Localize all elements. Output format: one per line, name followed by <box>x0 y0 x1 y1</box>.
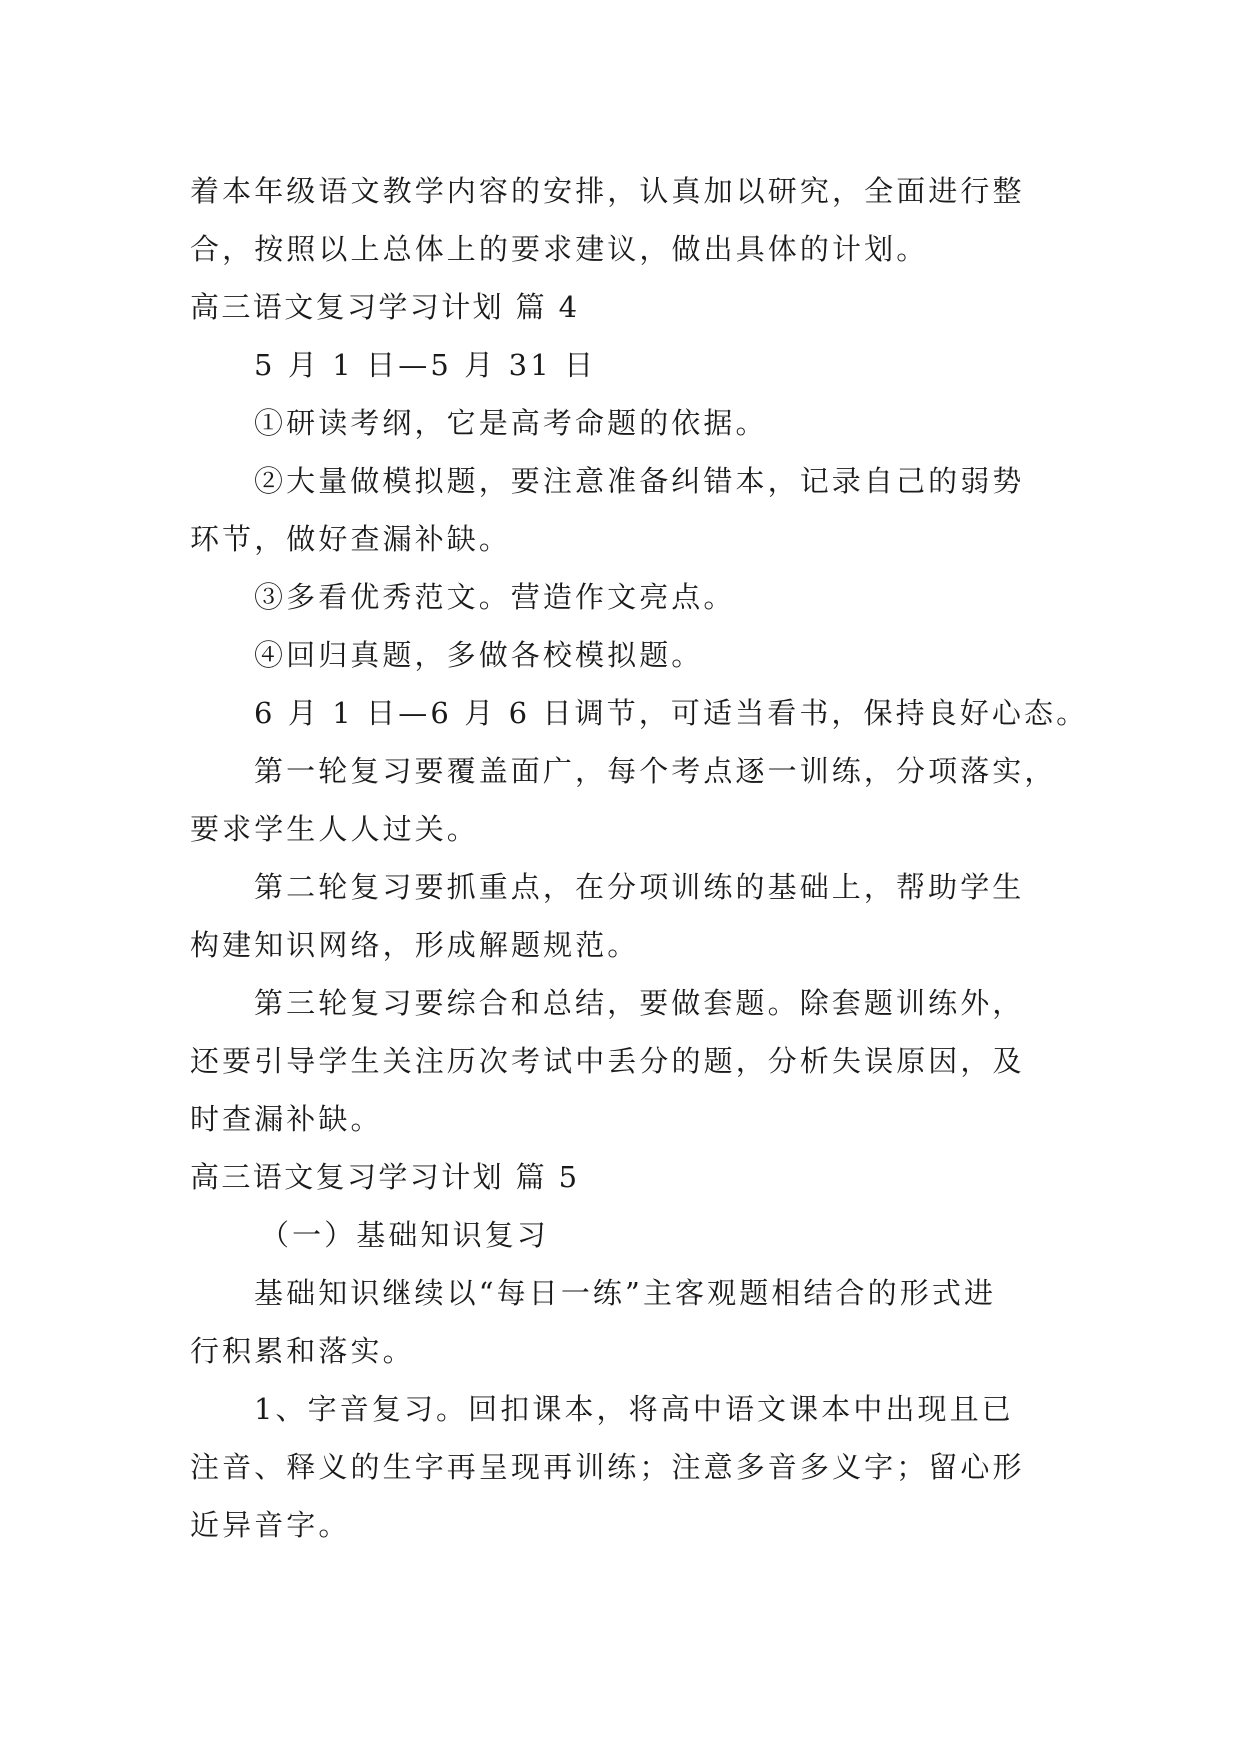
text-line: 要求学生人人过关。 <box>190 812 479 846</box>
text-line: 近异音字。 <box>190 1508 351 1542</box>
text-line: 注音、释义的生字再呈现再训练；注意多音多义字；留心形 <box>190 1450 1025 1484</box>
text-line: 着本年级语文教学内容的安排，认真加以研究，全面进行整 <box>190 174 1025 208</box>
paragraph-second-round: 第二轮复习要抓重点，在分项训练的基础上，帮助学生 <box>254 870 1025 904</box>
paragraph-basics: 基础知识继续以“每日一练”主客观题相结合的形式进 <box>254 1276 997 1310</box>
list-item: ④回归真题，多做各校模拟题。 <box>254 638 704 672</box>
list-item: ③多看优秀范文。营造作文亮点。 <box>254 580 736 614</box>
text-line: 构建知识网络，形成解题规范。 <box>190 928 640 962</box>
text-line: 时查漏补缺。 <box>190 1102 383 1136</box>
section-heading-5: 高三语文复习学习计划 篇 5 <box>190 1160 580 1194</box>
list-item: ①研读考纲，它是高考命题的依据。 <box>254 406 768 440</box>
paragraph-pronunciation: 1、字音复习。回扣课本，将高中语文课本中出现且已 <box>254 1392 1014 1426</box>
date-range-line: 5 月 1 日—5 月 31 日 <box>254 348 597 382</box>
text-line: 6 月 1 日—6 月 6 日调节，可适当看书，保持良好心态。 <box>254 696 1089 730</box>
subsection-heading: （一）基础知识复习 <box>260 1218 549 1252</box>
text-line: 环节，做好查漏补缺。 <box>190 522 512 556</box>
paragraph-first-round: 第一轮复习要覆盖面广，每个考点逐一训练，分项落实， <box>254 754 1057 788</box>
text-line: 行积累和落实。 <box>190 1334 415 1368</box>
list-item: ②大量做模拟题，要注意准备纠错本，记录自己的弱势 <box>254 464 1025 498</box>
section-heading-4: 高三语文复习学习计划 篇 4 <box>190 290 580 324</box>
text-line: 合，按照以上总体上的要求建议，做出具体的计划。 <box>190 232 929 266</box>
paragraph-third-round: 第三轮复习要综合和总结，要做套题。除套题训练外， <box>254 986 1025 1020</box>
document-body <box>190 162 1089 1554</box>
text-line: 还要引导学生关注历次考试中丢分的题，分析失误原因，及 <box>190 1044 1025 1078</box>
